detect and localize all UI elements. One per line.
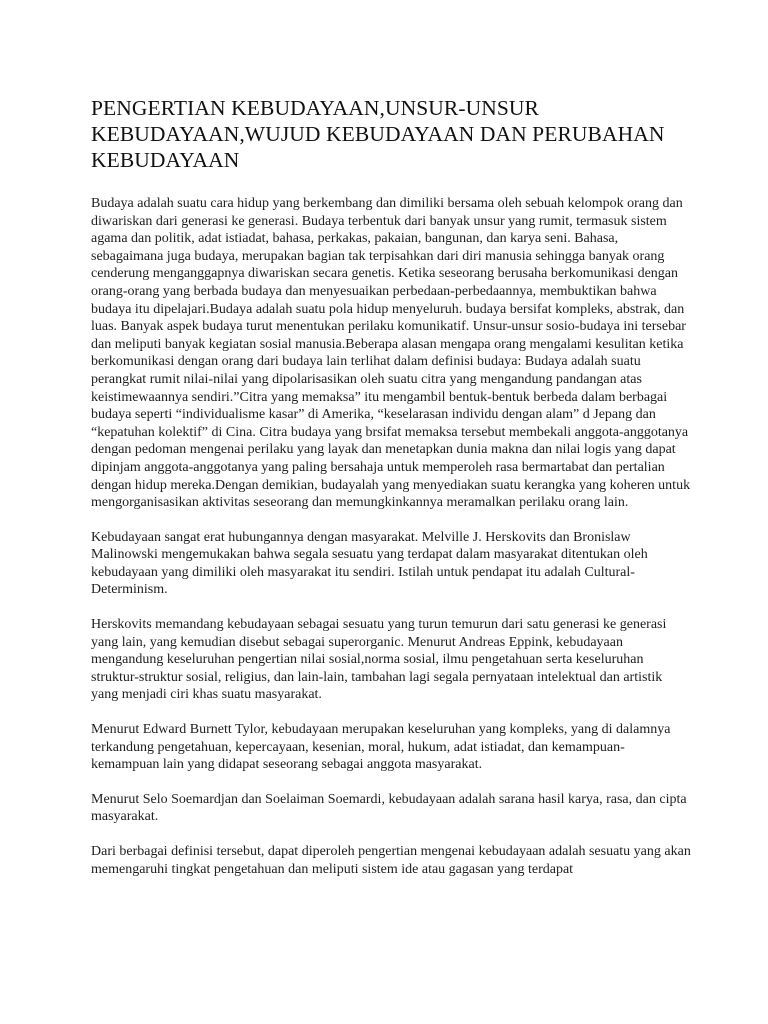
- document-title: PENGERTIAN KEBUDAYAAN,UNSUR-UNSUR KEBUDAYAAN,WUJUD KEBUDAYAAN DAN PERUBAHAN KEBUDAYAAN: [91, 96, 665, 172]
- paragraph-soemardjan: Menurut Selo Soemardjan dan Soelaiman Soemardi, kebudayaan adalah sarana hasil karya, rasa, dan cipta masyarakat.: [91, 791, 687, 825]
- paragraph-masyarakat: Kebudayaan sangat erat hubungannya dengan masyarakat. Melville J. Herskovits dan Bronislaw Malinowski mengemukakan bahwa segala sesuatu yang terdapat dalam masyarakat ditentukan oleh kebudayaan yang dimiliki oleh masyarakat itu sendiri. Istilah untuk pendapat itu adalah Cultural-Determinism.: [91, 529, 648, 598]
- document-content: [91, 95, 691, 895]
- paragraph-definisi: Dari berbagai definisi tersebut, dapat diperoleh pengertian mengenai kebudayaan adalah sesuatu yang akan memengaruhi tingkat pengetahuan dan meliputi sistem ide atau gagasan yang terdapat: [91, 844, 691, 877]
- paragraph-herskovits: Herskovits memandang kebudayaan sebagai sesuatu yang turun temurun dari satu generasi ke generasi yang lain, yang kemudian disebut sebagai superorganic. Menurut Andreas Eppink, kebudayaan mengandung keseluruhan pengertian nilai sosial,norma sosial, ilmu pengetahuan serta keseluruhan struktur-struktur sosial, religius, dan lain-lain, tambahan lagi segala pernyataan intelektual dan artistik yang menjadi ciri khas suatu masyarakat.: [91, 617, 667, 703]
- paragraph-budaya: Budaya adalah suatu cara hidup yang berkembang dan dimiliki bersama oleh sebuah kelompok orang dan diwariskan dari generasi ke generasi. Budaya terbentuk dari banyak unsur yang rumit, termasuk sistem agama dan politik, adat istiadat, bahasa, perkakas, pakaian, bangunan, dan karya seni. Bahasa, sebagaimana juga budaya, merupakan bagian tak terpisahkan dari diri manusia sehingga banyak orang cenderung menganggapnya diwariskan secara genetis. Ketika seseorang berusaha berkomunikasi dengan orang-orang yang berbada budaya dan menyesuaikan perbedaan-perbedaannya, membuktikan bahwa budaya itu dipelajari.Budaya adalah suatu pola hidup menyeluruh. budaya bersifat kompleks, abstrak, dan luas. Banyak aspek budaya turut menentukan perilaku komunikatif. Unsur-unsur sosio-budaya ini tersebar dan meliputi banyak kegiatan sosial manusia.Beberapa alasan mengapa orang mengalami kesulitan ketika berkomunikasi dengan orang dari budaya lain terlihat dalam definisi budaya: Budaya adalah suatu perangkat rumit nilai-nilai yang dipolarisasikan oleh suatu citra yang mengandung pandangan atas keistimewaannya sendiri.”Citra yang memaksa” itu mengambil bentuk-bentuk berbeda dalam berbagai budaya seperti “individualisme kasar” di Amerika, “keselarasan individu dengan alam” d Jepang dan “kepatuhan kolektif” di Cina. Citra budaya yang brsifat memaksa tersebut membekali anggota-anggotanya dengan pedoman mengenai perilaku yang layak dan menetapkan dunia makna dan nilai logis yang dapat dipinjam anggota-anggotanya yang paling bersahaja untuk memperoleh rasa bermartabat dan pertalian dengan hidup mereka.Dengan demikian, budayalah yang menyediakan suatu kerangka yang koheren untuk mengorganisasikan aktivitas seseorang dan memungkinkannya meramalkan perilaku orang lain.: [91, 196, 691, 511]
- paragraph-tylor: Menurut Edward Burnett Tylor, kebudayaan merupakan keseluruhan yang kompleks, yang di dalamnya terkandung pengetahuan, kepercayaan, kesenian, moral, hukum, adat istiadat, dan kemampuan-kemampuan lain yang didapat seseorang sebagai anggota masyarakat.: [91, 722, 671, 773]
